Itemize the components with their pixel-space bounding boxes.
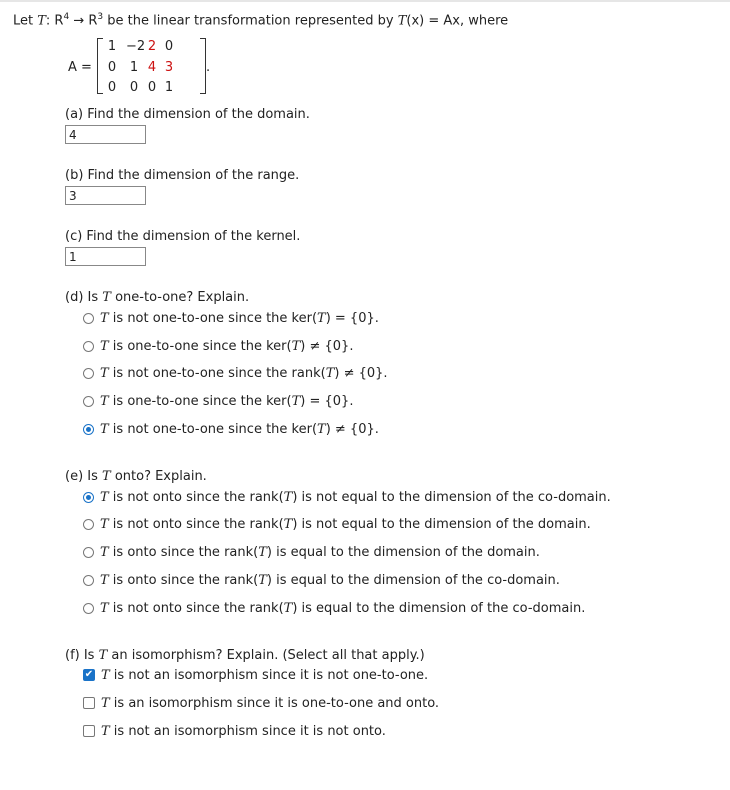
radio-empty-icon[interactable] (83, 313, 94, 324)
matrix-cell: 1 (164, 80, 174, 95)
option-text-pre: T (100, 572, 109, 588)
option-text-T: T (325, 365, 335, 381)
radio-empty-icon[interactable] (83, 341, 94, 352)
question-e-pre: (e) Is (65, 469, 103, 484)
option-text-text: is not onto since the rank( (108, 516, 284, 532)
option-text (100, 517, 591, 532)
intro-let: Let (13, 13, 34, 29)
option-text (100, 366, 388, 381)
matrix-period: . (206, 60, 211, 75)
option-text (100, 545, 540, 560)
intro-arrow: → R (69, 13, 98, 29)
option-text-text: is one-to-one since the ker( (108, 338, 292, 354)
matrix-left-bracket (97, 38, 103, 94)
option-text-text: is not onto since the rank( (108, 489, 284, 505)
question-e-T: T (102, 469, 111, 484)
option-text-T: T (283, 489, 293, 505)
option-text-text: is one-to-one since the ker( (108, 393, 292, 409)
option-text-pre: T (100, 489, 109, 505)
intro-domain-exp: 4 (63, 12, 70, 22)
intro-codomain-exp: 3 (97, 12, 104, 22)
option-text (100, 339, 353, 354)
matrix-cell: 0 (129, 80, 139, 95)
option-text-pre: T (100, 365, 109, 381)
option-text-T: T (258, 572, 267, 588)
radio-selected-icon[interactable] (83, 424, 94, 435)
matrix-cell: 1 (107, 39, 117, 54)
option-text-pre: T (100, 600, 109, 616)
option-text-post: ) ≠ {0}. (325, 421, 379, 437)
option-text-text: is not one-to-one since the ker( (108, 310, 318, 326)
checkbox-empty-icon[interactable] (83, 697, 95, 709)
intro-map: : R (45, 13, 64, 29)
option-text-text: is not an isomorphism since it is not onto. (109, 723, 386, 739)
question-d-pre: (d) Is (65, 290, 103, 305)
intro-Tx: T (397, 13, 407, 29)
radio-option-e-4[interactable] (83, 571, 560, 589)
matrix-cell: 3 (164, 60, 174, 75)
option-text (101, 724, 386, 739)
problem-statement (13, 12, 508, 28)
checkbox-option-f-2[interactable] (83, 694, 439, 712)
intro-rest: be the linear transformation represented by (103, 13, 398, 29)
radio-option-e-3[interactable] (83, 543, 540, 561)
option-text (101, 668, 428, 683)
option-text-post: ) is equal to the dimension of the co-domain. (292, 600, 586, 616)
option-text-post: ) is not equal to the dimension of the co-domain. (292, 489, 611, 505)
answer-a-input[interactable]: 4 (65, 125, 146, 144)
option-text-post: ) is not equal to the dimension of the domain. (292, 516, 591, 532)
matrix-cell: 4 (147, 60, 157, 75)
radio-option-d-5[interactable] (83, 420, 379, 438)
question-a: (a) Find the dimension of the domain. (65, 107, 310, 122)
option-text-pre: T (101, 667, 110, 683)
option-text-post: ) is equal to the dimension of the domain. (266, 544, 540, 560)
option-text-text: is not one-to-one since the ker( (108, 421, 318, 437)
radio-empty-icon[interactable] (83, 396, 94, 407)
matrix-cell: 0 (107, 60, 117, 75)
radio-option-e-5[interactable] (83, 599, 585, 617)
option-text-pre: T (100, 338, 109, 354)
matrix-cell: 1 (129, 60, 139, 75)
option-text-post: ) = {0}. (300, 393, 354, 409)
intro-where: where (464, 13, 509, 29)
option-text (100, 573, 560, 588)
question-f-T: T (98, 648, 108, 663)
option-text-T: T (317, 421, 326, 437)
radio-option-d-3[interactable] (83, 364, 388, 382)
option-text-pre: T (100, 516, 109, 532)
radio-selected-icon[interactable] (83, 492, 94, 503)
option-text-T: T (317, 310, 326, 326)
intro-T: T (37, 13, 46, 29)
radio-option-d-4[interactable] (83, 392, 353, 410)
checkbox-option-f-1[interactable] (83, 666, 428, 684)
answer-b-input[interactable]: 3 (65, 186, 146, 205)
checkbox-option-f-3[interactable] (83, 722, 386, 740)
option-text (100, 394, 353, 409)
intro-formula: (x) = Ax, (406, 13, 465, 29)
matrix-cell: −2 (126, 39, 146, 54)
option-text-text: is onto since the rank( (108, 572, 259, 588)
question-e (65, 469, 207, 484)
option-text-T: T (291, 338, 301, 354)
option-text-pre: T (101, 695, 110, 711)
option-text-pre: T (100, 310, 109, 326)
radio-empty-icon[interactable] (83, 368, 94, 379)
option-text-post: ) ≠ {0}. (300, 338, 354, 354)
option-text-post: ) = {0}. (325, 310, 379, 326)
radio-option-d-2[interactable] (83, 337, 353, 355)
option-text-T: T (283, 600, 293, 616)
question-b: (b) Find the dimension of the range. (65, 168, 300, 183)
radio-option-e-1[interactable] (83, 488, 611, 506)
option-text-pre: T (100, 393, 109, 409)
option-text-T: T (291, 393, 301, 409)
matrix-cell: 2 (147, 39, 157, 54)
option-text (100, 311, 379, 326)
matrix-cell: 0 (107, 80, 117, 95)
question-f-post: an isomorphism? Explain. (Select all that apply.) (107, 648, 425, 663)
matrix-cell: 0 (164, 39, 174, 54)
option-text-pre: T (101, 723, 110, 739)
question-f-pre: (f) Is (65, 648, 99, 663)
matrix-cell: 0 (147, 80, 157, 95)
option-text-text: is not one-to-one since the rank( (108, 365, 326, 381)
option-text-text: is not an isomorphism since it is not one-to-one. (109, 667, 429, 683)
radio-option-e-2[interactable] (83, 515, 591, 533)
radio-empty-icon[interactable] (83, 519, 94, 530)
question-d (65, 290, 249, 305)
option-text-pre: T (100, 544, 109, 560)
option-text-text: is an isomorphism since it is one-to-one and onto. (109, 695, 440, 711)
option-text-post: ) ≠ {0}. (334, 365, 388, 381)
checkbox-empty-icon[interactable] (83, 725, 95, 737)
matrix-label: A = (68, 60, 92, 75)
option-text-T: T (283, 516, 293, 532)
question-c: (c) Find the dimension of the kernel. (65, 229, 301, 244)
radio-option-d-1[interactable] (83, 309, 379, 327)
question-d-post: one-to-one? Explain. (110, 290, 250, 305)
radio-empty-icon[interactable] (83, 575, 94, 586)
option-text-post: ) is equal to the dimension of the co-domain. (266, 572, 560, 588)
radio-empty-icon[interactable] (83, 547, 94, 558)
radio-empty-icon[interactable] (83, 603, 94, 614)
checkbox-checked-icon[interactable]: ✔ (84, 669, 94, 680)
question-e-post: onto? Explain. (110, 469, 207, 484)
option-text-text: is onto since the rank( (108, 544, 259, 560)
top-divider (0, 0, 730, 2)
question-d-T: T (102, 290, 111, 305)
option-text (100, 490, 611, 505)
option-text-pre: T (100, 421, 109, 437)
option-text (100, 601, 585, 616)
question-f (65, 648, 425, 663)
option-text-text: is not onto since the rank( (108, 600, 284, 616)
option-text-T: T (258, 544, 267, 560)
option-text (100, 422, 379, 437)
answer-c-input[interactable]: 1 (65, 247, 146, 266)
option-text (101, 696, 439, 711)
